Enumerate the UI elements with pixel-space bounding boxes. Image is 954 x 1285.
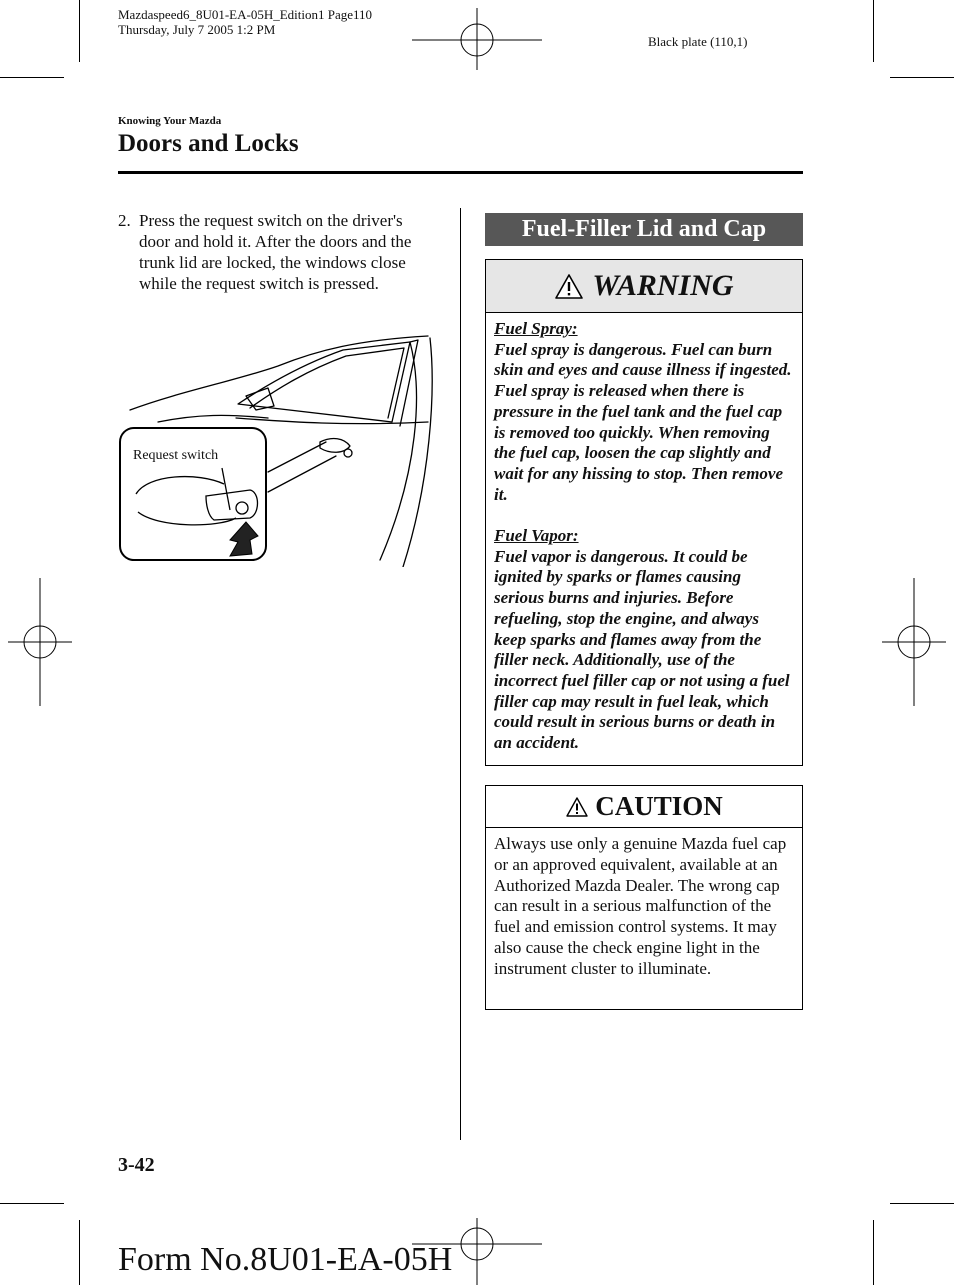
print-date-line: Thursday, July 7 2005 1:2 PM bbox=[118, 22, 276, 37]
caution-box bbox=[485, 785, 803, 1010]
step-number: 2. bbox=[118, 211, 131, 230]
warning-box bbox=[485, 259, 803, 766]
warning-triangle-icon bbox=[565, 796, 589, 818]
caution-header bbox=[486, 786, 802, 828]
step-text: Press the request switch on the driver's door and hold it. After the doors and the trunk lid are locked, the windows close while the request switch is pressed. bbox=[139, 211, 412, 293]
crosshair-left-icon bbox=[8, 578, 72, 706]
warning-text-vapor: Fuel vapor is dangerous. It could be ignited by sparks or flames causing serious burns and injuries. Before refueling, stop the engine, and always keep sparks and flames away from the filler neck. Additionally, use of the incorrect fuel filler cap or not using a fuel filler cap may result in fuel leak, which could result in serious burns or death in an accident. bbox=[494, 546, 790, 753]
warning-subhead-vapor: Fuel Vapor: bbox=[494, 526, 579, 546]
caution-title: CAUTION bbox=[595, 791, 723, 821]
warning-subhead-spray: Fuel Spray: bbox=[494, 319, 578, 338]
warning-text-spray: Fuel spray is dangerous. Fuel can burn skin and eyes and cause illness if ingested. Fuel spray is released when there is pressure in the fuel tank and the fuel cap is removed too quickly. When removing the fuel cap, loosen the cap slightly and wait for any hissing to stop. Then remove it. bbox=[494, 339, 792, 504]
title-rule bbox=[118, 171, 803, 174]
page-number: 3-42 bbox=[118, 1154, 155, 1176]
warning-title: WARNING bbox=[592, 269, 734, 302]
page-title: Doors and Locks bbox=[118, 130, 299, 157]
caution-text: Always use only a genuine Mazda fuel cap or an approved equivalent, available at an Authorized Mazda Dealer. The wrong cap can result in a serious malfunction of the fuel and emission control systems. It may also cause the check engine light in the instrument cluster to illuminate. bbox=[494, 834, 787, 978]
print-file-line: Mazdaspeed6_8U01-EA-05H_Edition1 Page110 bbox=[118, 7, 373, 22]
figure-label: Request switch bbox=[133, 448, 219, 463]
warning-header bbox=[486, 260, 802, 313]
warning-body bbox=[486, 313, 802, 754]
step-item bbox=[118, 210, 438, 294]
form-number: Form No.8U01-EA-05H bbox=[118, 1241, 453, 1278]
warning-triangle-icon bbox=[554, 273, 584, 300]
request-switch-illustration bbox=[118, 322, 436, 567]
section-label: Knowing Your Mazda bbox=[118, 115, 222, 127]
crosshair-top-icon bbox=[412, 8, 542, 70]
section-heading: Fuel-Filler Lid and Cap bbox=[485, 213, 803, 246]
print-plate: Black plate (110,1) bbox=[648, 34, 748, 49]
column-divider bbox=[460, 208, 461, 1140]
crosshair-right-icon bbox=[882, 578, 946, 706]
